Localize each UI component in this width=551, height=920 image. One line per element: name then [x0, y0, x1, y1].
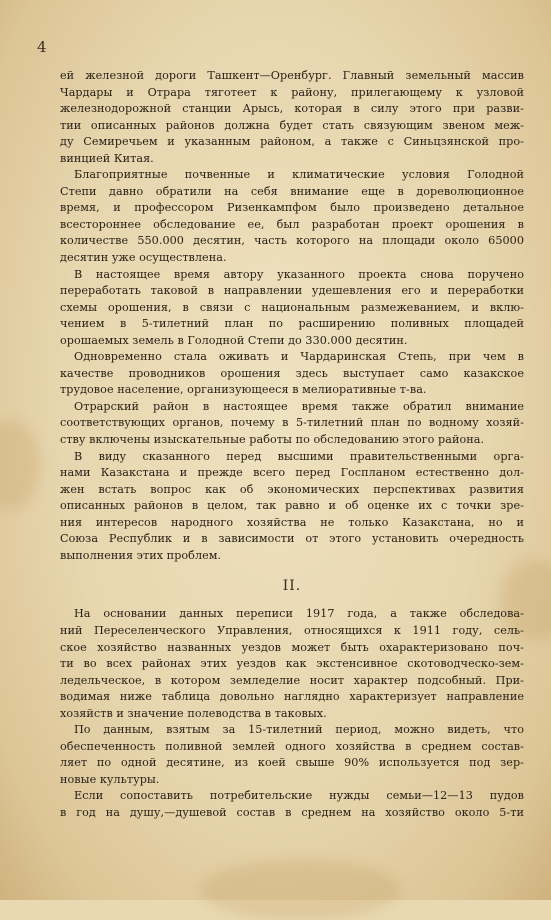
text-line: ледельческое, в котором земледелие носит характер подсобный. При- [60, 673, 524, 687]
text-line: схемы орошения, в связи с национальным размежеванием, и вклю- [60, 300, 524, 314]
text-line: орошаемых земель в Голодной Степи до 330.000 десятин. [60, 333, 408, 347]
paper-stain [200, 860, 400, 920]
text-line: По данным, взятым за 15-тилетний период, можно видеть, что [74, 723, 524, 737]
text-line: ния интересов народного хозяйства не только Казакстана, но и [60, 515, 524, 529]
text-line: ству включены изыскательные работы по обследованию этого района. [60, 433, 485, 447]
text-line: Степи давно обратили на себя внимание еще в дореволюционное [60, 184, 524, 198]
paragraph [60, 788, 524, 821]
text-line: В настоящее время автору указанного проекта снова поручено [74, 267, 524, 281]
text-line: переработать таковой в направлении удешевления его и переработки [60, 284, 524, 298]
page-number: 4 [37, 38, 47, 56]
text-line: ду Семиречьем и указанным районом, а также с Синьцзянской про- [60, 135, 524, 149]
text-line: Союза Республик и в зависимости от этого установить очередность [60, 532, 524, 546]
text-line: в год на душу,—душевой состав в среднем на хозяйство около 5-ти [60, 805, 524, 819]
paragraph [60, 167, 524, 266]
document-body [60, 68, 524, 822]
text-line: винцией Китая. [60, 151, 154, 165]
text-line: водимая ниже таблица довольно наглядно характеризует направление [60, 690, 524, 704]
section-two [60, 606, 524, 821]
paragraph [60, 399, 524, 449]
text-line: всестороннее обследование ее, был разработан проект орошения в [60, 217, 524, 231]
paragraph [60, 68, 524, 167]
text-line: количестве 550.000 десятин, часть которого на площади около 65000 [60, 234, 524, 248]
text-line: чением в 5-тилетний план по расширению поливных площадей [60, 317, 524, 331]
text-line: Если сопоставить потребительские нужды семьи—12—13 пудов [74, 789, 524, 803]
text-line: нами Казакстана и прежде всего перед Госпланом естественно дол- [60, 466, 524, 480]
text-line: тии описанных районов должна будет стать связующим звеном меж- [60, 118, 524, 132]
text-line: ское хозяйство названных уездов может быть охарактеризовано поч- [60, 640, 524, 654]
text-line: ей железной дороги Ташкент—Оренбург. Главный земельный массив [60, 69, 524, 82]
text-line: трудовое население, организующееся в мелиоративные т-ва. [60, 383, 427, 397]
text-line: соответствующих органов, почему в 5-тилетний план по водному хозяй- [60, 416, 524, 430]
paper-stain [0, 420, 40, 510]
paragraph [60, 349, 524, 399]
text-line: качестве проводников орошения здесь выступает само казакское [60, 366, 524, 380]
section-heading: II. [282, 578, 302, 595]
text-line: жен встать вопрос как об экономических перспективах развития [60, 482, 524, 496]
text-line: новые культуры. [60, 772, 160, 786]
text-line: выполнения этих проблем. [60, 548, 222, 562]
text-line: обеспеченность поливной землей одного хозяйства в среднем состав- [60, 739, 524, 753]
text-line: Благоприятные почвенные и климатические условия Голодной [74, 168, 524, 182]
paragraph [60, 449, 524, 565]
section-one [60, 68, 524, 564]
text-line: В виду сказанного перед высшими правительственными орга- [74, 449, 524, 463]
text-line: На основании данных переписи 1917 года, а также обследова- [74, 607, 524, 621]
paragraph [60, 606, 524, 722]
text-line: десятин уже осуществлена. [60, 251, 227, 265]
text-line: Одновременно стала оживать и Чардаринская Степь, при чем в [74, 350, 524, 364]
text-line: время, и профессором Ризенкампфом было произведено детальное [60, 201, 524, 215]
text-line: ляет по одной десятине, из коей свыше 90% используется под зер- [60, 756, 524, 770]
text-line: ний Переселенческого Управления, относящихся к 1911 году, сель- [60, 623, 524, 637]
text-line: хозяйств и значение полеводства в таковых. [60, 706, 327, 720]
paragraph [60, 267, 524, 350]
text-line: Чардары и Отрара тяготеет к району, прилегающему к узловой [60, 85, 524, 99]
paragraph [60, 722, 524, 788]
text-line: железнодорожной станции Арысь, которая в силу этого при разви- [60, 102, 524, 116]
text-line: ти во всех районах этих уездов как экстенсивное скотоводческо-зем- [60, 657, 524, 671]
text-line: описанных районов в целом, так равно и об оценке их с точки зре- [60, 499, 524, 513]
text-line: Отрарский район в настоящее время также обратил внимание [74, 399, 524, 413]
